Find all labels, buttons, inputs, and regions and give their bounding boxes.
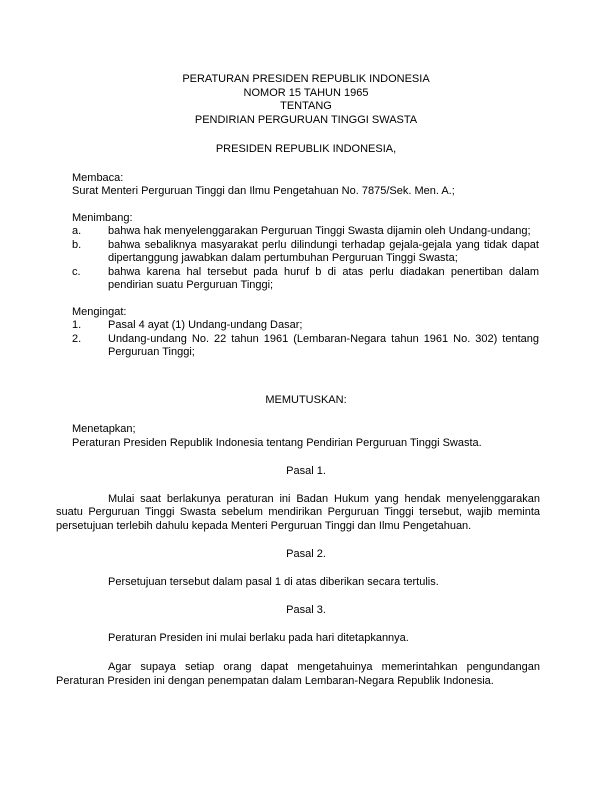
list-item: [72, 319, 539, 333]
list-item: [72, 239, 539, 266]
membaca-label: Membaca:: [72, 171, 124, 184]
item-text: bahwa hak menyelenggarakan Perguruan Tinggi Swasta dijamin oleh Undang-undang;: [108, 225, 531, 237]
section-mengingat: [72, 306, 539, 360]
item-marker: c.: [72, 265, 81, 278]
section-membaca: [72, 172, 539, 199]
item-marker: 2.: [72, 332, 82, 345]
memutuskan-heading: MEMUTUSKAN:: [265, 393, 347, 406]
menetapkan-body: Peraturan Presiden Republik Indonesia tentang Pendirian Perguruan Tinggi Swasta.: [72, 436, 482, 449]
salutation: PRESIDEN REPUBLIK INDONESIA,: [215, 143, 397, 155]
title-line-3: TENTANG: [280, 100, 332, 112]
list-item: [72, 266, 539, 293]
pasal-3-heading: Pasal 3.: [286, 604, 326, 616]
item-text: bahwa sebaliknya masyarakat perlu dilindungi terhadap gejala-gejala yang tidak dapat dipertanggung jawabkan dalam pertumbuhan Perguruan Tinggi Swasta;: [108, 238, 539, 264]
list-item: [72, 333, 539, 360]
item-text: Pasal 4 ayat (1) Undang-undang Dasar;: [108, 319, 303, 331]
item-marker: b.: [72, 238, 82, 251]
pasal-1-heading: Pasal 1.: [286, 465, 326, 477]
section-menimbang: [72, 212, 539, 293]
item-text: bahwa karena hal tersebut pada huruf b di atas perlu diadakan penertiban dalam pendirian suatu Perguruan Tinggi;: [108, 265, 539, 291]
title-line-4: PENDIRIAN PERGURUAN TINGGI SWASTA: [194, 113, 418, 126]
title-line-2: NOMOR 15 TAHUN 1965: [243, 86, 369, 99]
document-title-block: [0, 73, 612, 127]
pasal-2-heading: Pasal 2.: [286, 548, 326, 560]
closing-paragraph: Agar supaya setiap orang dapat mengetahuinya memerintahkan pengundangan Peraturan Presiden ini dengan penempatan dalam Lembaran-Negara Republik Indonesia.: [56, 661, 540, 687]
item-marker: 1.: [72, 319, 82, 331]
title-line-1: PERATURAN PRESIDEN REPUBLIK INDONESIA: [182, 73, 430, 85]
menimbang-label: Menimbang:: [72, 211, 133, 224]
pasal-1-body: Mulai saat berlakunya peraturan ini Badan Hukum yang hendak menyelenggarakan suatu Perguruan Tinggi Swasta sebelum mendirikan Perguruan Tinggi tersebut, wajib meminta persetujuan terlebih dahulu kepada Menteri Perguruan Tinggi dan Ilmu Pengetahuan.: [56, 492, 540, 532]
pasal-3-body: Peraturan Presiden ini mulai berlaku pada hari ditetapkannya.: [108, 631, 409, 644]
section-menetapkan: [72, 423, 539, 450]
pasal-2-body: Persetujuan tersebut dalam pasal 1 di atas diberikan secara tertulis.: [108, 575, 439, 588]
item-marker: a.: [72, 225, 82, 237]
membaca-body: Surat Menteri Perguruan Tinggi dan Ilmu Pengetahuan No. 7875/Sek. Men. A.;: [72, 185, 455, 197]
menetapkan-label: Menetapkan;: [72, 423, 136, 435]
mengingat-label: Mengingat:: [72, 305, 127, 318]
list-item: [72, 225, 539, 239]
item-text: Undang-undang No. 22 tahun 1961 (Lembaran-Negara tahun 1961 No. 302) tentang Perguruan Tinggi;: [108, 332, 539, 358]
